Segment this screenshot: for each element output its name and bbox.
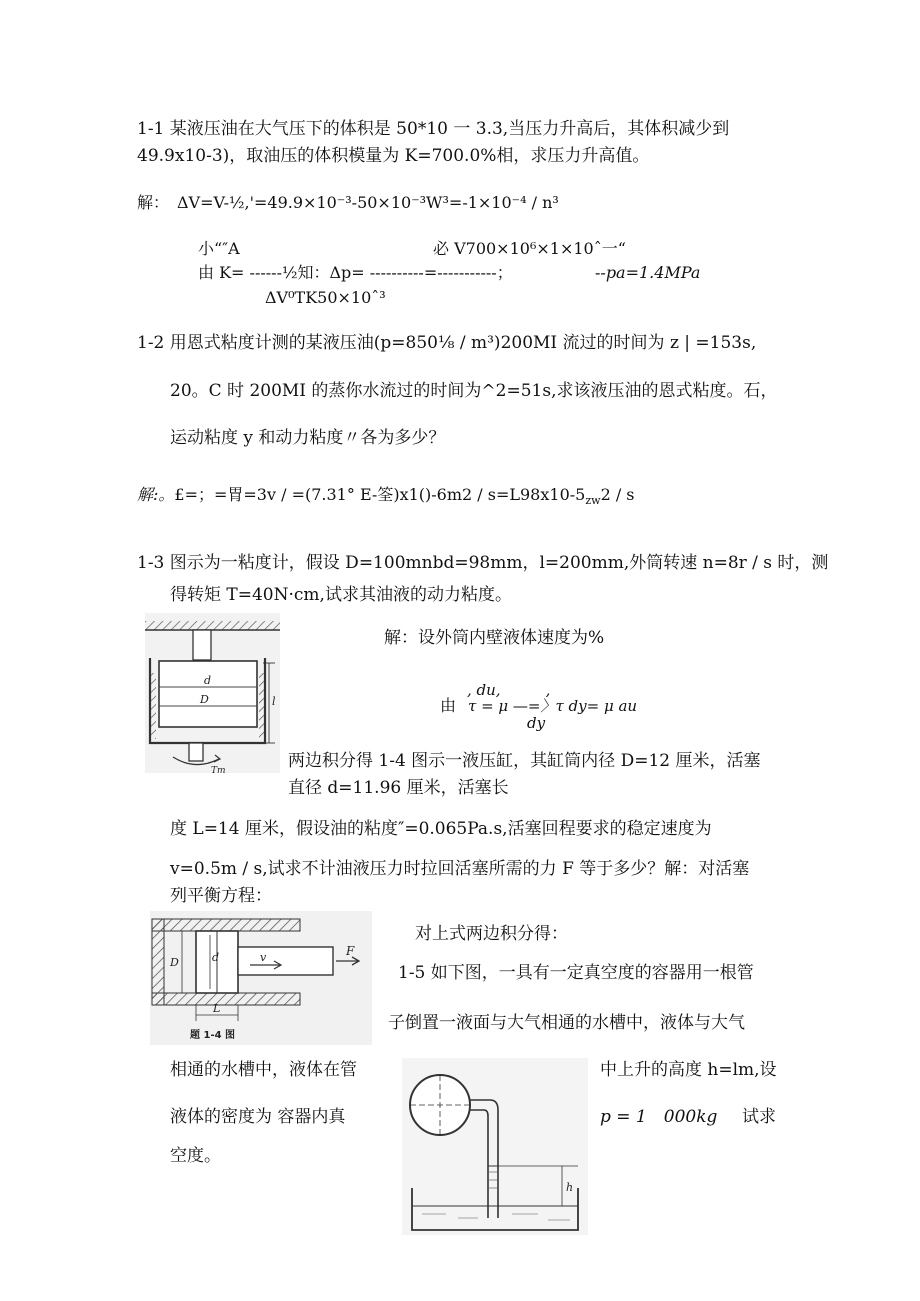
problem-1-3-line-2: 得转矩 T=40N·cm,试求其油液的动力粘度。 [170,585,512,605]
problem-1-5-density: p = 1 000kg [600,1107,718,1127]
solution-1-2-subscript: zw [585,494,601,508]
problem-1-5-right-1: 中上升的高度 h=lm,设 [600,1060,777,1080]
integration-text: 对上式两边积分得： [415,924,568,944]
fig15-label-h: h [566,1181,574,1194]
problem-1-4-line-3: 度 L=14 厘米，假设油的粘度″=0.065Pa.s,活塞回程要求的稳定速度为 [170,819,712,839]
fig14-caption: 题 1-4 图 [190,1030,236,1041]
viscometer-figure [145,613,280,773]
problem-1-4-line-1: 两边积分得 1-4 图示一液压缸，其缸筒内径 D=12 厘米，活塞 [288,751,761,771]
fig14-label-v: v [260,951,267,964]
vacuum-container-figure [402,1058,588,1235]
problem-1-4-line-5: 列平衡方程： [170,886,272,906]
problem-1-2-line-2: 20。C 时 200MI 的蒸你水流过的时间为^2=51s,求该液压油的恩式粘度。石， [170,381,778,401]
solution-1-2-prefix: 解:。 [137,485,175,504]
problem-1-3-eq-label: 由 [440,696,457,715]
problem-1-5-line-1: 1-5 如下图，一具有一定真空度的容器用一根管 [398,963,754,983]
solution-1-1-denominator: ΔV⁰TK50×10ˆ³ [265,288,386,307]
fig13-label-D: D [200,693,209,706]
solution-1-1-line-1: 解： ΔV=V-½,'=49.9×10⁻³-50×10⁻³W³=-1×10⁻⁴ / n³ [137,193,559,212]
solution-1-1-result: --pa=1.4MPa [595,263,701,282]
solution-1-2 [137,484,635,512]
problem-1-1-line-2: 49.9x10-3)，取油压的体积模量为 K=700.0%相，求压力升高值。 [137,146,650,166]
problem-1-3-eq-main: τ = μ —=〉τ dy= μ au [468,697,638,715]
fig14-label-L: L [213,1002,221,1015]
problem-1-5-left-3: 空度。 [170,1146,221,1166]
problem-1-2-line-1: 1-2 用恩式粘度计测的某液压油(p=850⅛ / m³)200MI 流过的时间为 z | =153s, [137,333,757,353]
problem-1-4-line-2: 直径 d=11.96 厘米，活塞长 [288,778,509,798]
solution-1-1-fragment-b: 必 V700×10⁶×1×10ˆ一“ [433,239,626,258]
solution-1-1-fragment-a: 小“″A [198,239,240,258]
problem-1-3-eq-bottom: dy [527,714,546,732]
problem-1-5-right-3: 试求 [742,1107,776,1127]
fig13-label-torque: Tm [211,766,226,773]
fig14-label-F: F [346,944,355,958]
fig14-label-d: d [212,951,220,964]
fig13-label-l: l [272,695,276,708]
problem-1-5-line-2: 子倒置一液面与大气相通的水槽中，液体与大气 [388,1013,745,1033]
hydraulic-cylinder-figure [150,911,372,1045]
problem-1-5-left-1: 相通的水槽中，液体在管 [170,1060,357,1080]
problem-1-2-line-3: 运动粘度 y 和动力粘度〃各为多少？ [170,428,446,448]
fig14-label-D: D [170,956,179,969]
solution-1-2-tail: 2 / s [600,485,635,504]
solution-1-2-body: £=；=胃=3v / =(7.31° E-筌)x1()-6m2 / s=L98x10-5 [174,485,586,504]
problem-1-3-line-1: 1-3 图示为一粘度计，假设 D=100mnbd=98mm，l=200mm,外筒转速 n=8r / s 时，测 [137,553,829,573]
problem-1-3-eq-top: , du, , [467,681,551,699]
problem-1-5-left-2: 液体的密度为 容器内真 [170,1107,346,1127]
fig13-label-d: d [204,674,212,687]
problem-1-4-line-4: v=0.5m / s,试求不计油液压力时拉回活塞所需的力 F 等于多少？解：对活塞 [170,859,750,879]
solution-1-1-equation: 由 K= ------½知：Δp= ----------=-----------； [198,263,513,282]
problem-1-3-solution: 解：设外筒内壁液体速度为% [384,628,605,648]
problem-1-1-line-1: 1-1 某液压油在大气压下的体积是 50*10 一 3.3,当压力升高后，其体积减少到 [137,119,730,139]
